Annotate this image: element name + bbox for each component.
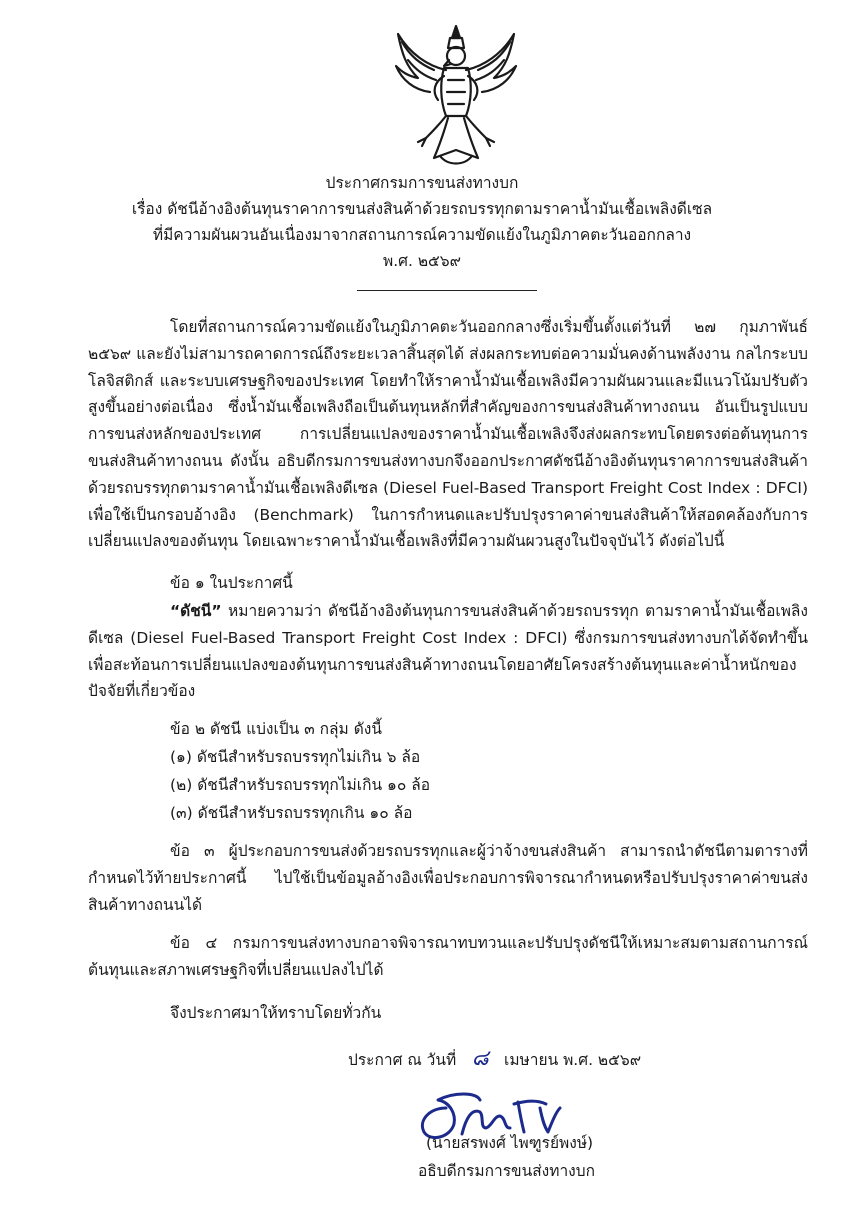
clause-1-definition: [88, 598, 808, 705]
clause-2-item: (๑) ดัชนีสำหรับรถบรรทุกไม่เกิน ๖ ล้อ: [170, 748, 421, 766]
clause-2-item: (๓) ดัชนีสำหรับรถบรรทุกเกิน ๑๐ ล้อ: [170, 804, 413, 822]
clause-2-item: (๒) ดัชนีสำหรับรถบรรทุกไม่เกิน ๑๐ ล้อ: [170, 776, 431, 794]
clause-3-paragraph: ข้อ ๓ ผู้ประกอบการขนส่งด้วยรถบรรทุกและผู้ว่าจ้างขนส่งสินค้า สามารถนำดัชนีตามตารางที่กำหนดไว้ท้ายประกาศนี้ ไปใช้เป็นข้อมูลอ้างอิงเพื่อประกอบการพิจารณากำหนดหรือปรับปรุงราคาค่าขนส่งสินค้าทางถนนได้: [88, 842, 808, 914]
subject-line-1: เรื่อง ดัชนีอ้างอิงต้นทุนราคาการขนส่งสินค้าด้วยรถบรรทุกตามราคาน้ำมันเชื้อเพลิงดีเซล: [131, 200, 713, 218]
closing-statement: จึงประกาศมาให้ทราบโดยทั่วกัน: [170, 1004, 382, 1022]
announcement-year: พ.ศ. ๒๕๖๙: [383, 252, 461, 270]
dated-day: ๘: [471, 1046, 489, 1071]
clause-1-heading: ข้อ ๑ ในประกาศนี้: [170, 574, 293, 592]
dated-line: [348, 1046, 641, 1073]
announcement-title: ประกาศกรมการขนส่งทางบก: [325, 174, 519, 192]
preamble-paragraph: โดยที่สถานการณ์ความขัดแย้งในภูมิภาคตะวันออกกลางซึ่งเริ่มขึ้นตั้งแต่วันที่ ๒๗ กุมภาพันธ์ ๒๕๖๙ และยังไม่สามารถคาดการณ์ถึงระยะเวลาสิ้นสุดได้ ส่งผลกระทบต่อความมั่นคงด้านพลังงาน กลไกระบบโลจิสติกส์ และระบบเศรษฐกิจของประเทศ โดยทำให้ราคาน้ำมันเชื้อเพลิงมีความผันผวนและมีแนวโน้มปรับตัวสูงขึ้นอย่างต่อเนื่อง ซึ่งน้ำมันเชื้อเพลิงถือเป็นต้นทุนหลักที่สำคัญของการขนส่งสินค้าทางถนน อันเป็นรูปแบบการขนส่งหลักของประเทศ การเปลี่ยนแปลงของราคาน้ำมันเชื้อเพลิงจึงส่งผลกระทบโดยตรงต่อต้นทุนการขนส่งสินค้าทางถนน ดังนั้น อธิบดีกรมการขนส่งทางบกจึงออกประกาศดัชนีอ้างอิงต้นทุนราคาการขนส่งสินค้าด้วยรถบรรทุกตามราคาน้ำมันเชื้อเพลิงดีเซล (Diesel Fuel-Based Transport Freight Cost Index : DFCI) เพื่อใช้เป็นกรอบอ้างอิง (Benchmark) ในการกำหนดและปรับปรุงราคาค่าขนส่งสินค้าให้สอดคล้องกับการเปลี่ยนแปลงของต้นทุน โดยเฉพาะราคาน้ำมันเชื้อเพลิงที่มีความผันผวนสูงในปัจจุบันไว้ ดังต่อไปนี้: [88, 318, 808, 551]
clause-2-heading: ข้อ ๒ ดัชนี แบ่งเป็น ๓ กลุ่ม ดังนี้: [170, 720, 382, 738]
subject-line-2: ที่มีความผันผวนอันเนื่องมาจากสถานการณ์ความขัดแย้งในภูมิภาคตะวันออกกลาง: [152, 226, 692, 244]
clause-1-text: หมายความว่า ดัชนีอ้างอิงต้นทุนการขนส่งสินค้าด้วยรถบรรทุก ตามราคาน้ำมันเชื้อเพลิงดีเซล (Diesel Fuel-Based Transport Freight Cost Index : DFCI) ซึ่งกรมการขนส่งทางบกได้จัดทำขึ้น เพื่อสะท้อนการเปลี่ยนแปลงของต้นทุนการขนส่งสินค้าทางถนนโดยอาศัยโครงสร้างต้นทุนและค่าน้ำหนักของปัจจัยที่เกี่ยวข้อง: [88, 602, 808, 701]
signatory-name: (นายสรพงศ์ ไพฑูรย์พงษ์): [426, 1134, 594, 1152]
signatory-position: อธิบดีกรมการขนส่งทางบก: [418, 1162, 595, 1180]
title-divider: [357, 290, 537, 291]
dated-suffix: เมษายน พ.ศ. ๒๕๖๙: [504, 1051, 642, 1069]
garuda-emblem-icon: [388, 20, 524, 170]
dated-prefix: ประกาศ ณ วันที่: [348, 1051, 457, 1069]
clause-4-paragraph: ข้อ ๔ กรมการขนส่งทางบกอาจพิจารณาทบทวนและปรับปรุงดัชนีให้เหมาะสมตามสถานการณ์ต้นทุนและสภาพเศรษฐกิจที่เปลี่ยนแปลงไปได้: [88, 934, 808, 979]
clause-1-term: “ดัชนี”: [170, 602, 222, 620]
